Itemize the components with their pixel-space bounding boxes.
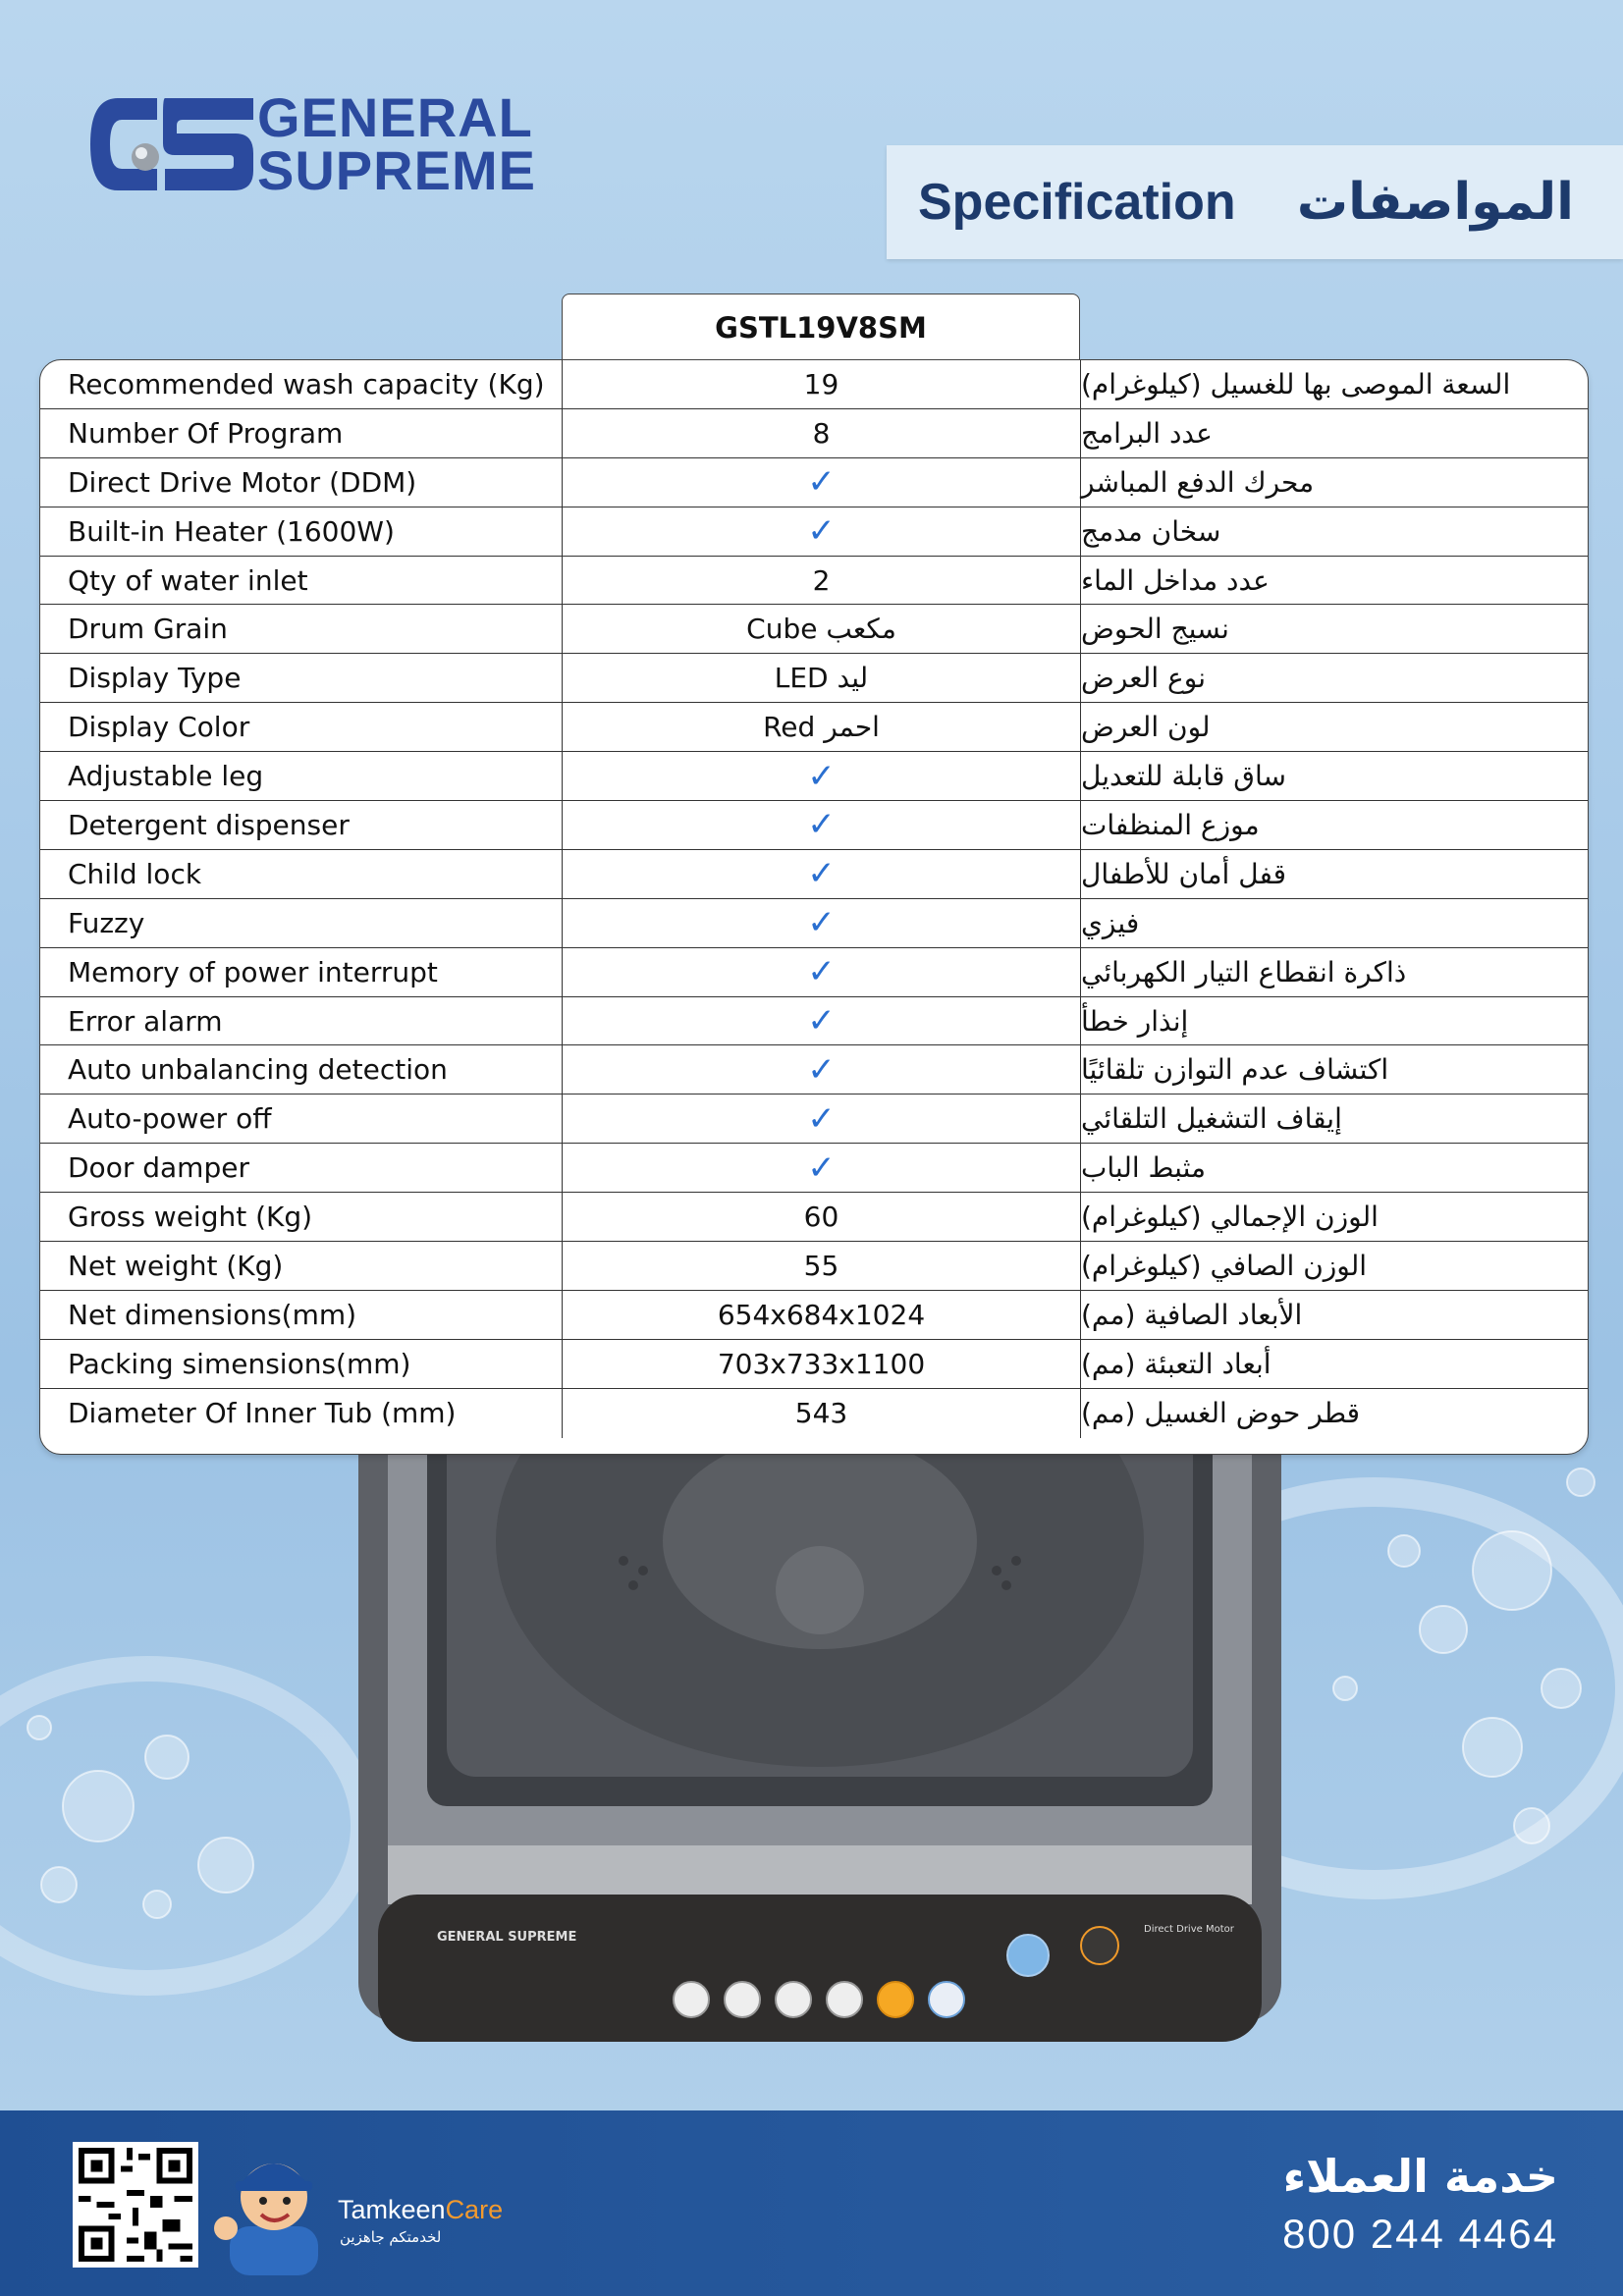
brand-line1: GENERAL — [257, 86, 533, 148]
spec-label-en: Drum Grain — [40, 605, 563, 653]
table-row — [40, 801, 1588, 850]
spec-label-en: Gross weight (Kg) — [40, 1193, 563, 1241]
table-row — [40, 458, 1588, 507]
spec-label-ar: الوزن الصافي (كيلوغرام) — [1081, 1249, 1368, 1282]
spec-label-en: Display Type — [40, 654, 563, 702]
spec-label-en: Child lock — [40, 850, 563, 898]
spec-label-ar: سخان مدمج — [1081, 514, 1221, 548]
panel-buttons — [673, 1981, 965, 2018]
motor-badge: Direct Drive Motor — [1144, 1924, 1234, 1935]
service-mascot-icon — [210, 2138, 338, 2275]
spec-label-ar: إيقاف التشغيل التلقائي — [1081, 1102, 1342, 1136]
spec-value: Cube مكعب — [563, 605, 1081, 653]
check-icon: ✓ — [563, 458, 1081, 507]
spec-label-en: Door damper — [40, 1144, 563, 1192]
check-icon: ✓ — [563, 1144, 1081, 1192]
spec-label-en: Fuzzy — [40, 899, 563, 947]
spec-label-ar: إنذار خطأ — [1081, 1004, 1189, 1038]
table-row — [40, 360, 1588, 409]
start-pause-button[interactable] — [1006, 1934, 1050, 1977]
table-row — [40, 1095, 1588, 1144]
spec-label-ar: نسيج الحوض — [1081, 613, 1229, 646]
check-icon: ✓ — [563, 507, 1081, 556]
table-row — [40, 409, 1588, 458]
panel-brand: GENERAL SUPREME — [437, 1930, 577, 1945]
care-name: Care — [445, 2195, 504, 2224]
spec-label-ar: الأبعاد الصافية (مم) — [1081, 1298, 1303, 1331]
spec-value: 2 — [563, 557, 1081, 605]
table-row — [40, 654, 1588, 703]
spec-value: 703x733x1100 — [563, 1340, 1081, 1388]
check-icon: ✓ — [563, 997, 1081, 1045]
spec-label-ar: السعة الموصى بها للغسيل (كيلوغرام) — [1081, 367, 1511, 400]
spec-label-en: Packing simensions(mm) — [40, 1340, 563, 1388]
tamkeen-tagline: لخدمتكم جاهزين — [340, 2228, 442, 2246]
spec-label-ar: محرك الدفع المباشر — [1081, 465, 1315, 499]
spec-label-en: Memory of power interrupt — [40, 948, 563, 996]
table-row — [40, 605, 1588, 654]
spec-label-ar: لون العرض — [1081, 711, 1211, 744]
spec-label-ar: مثبط الباب — [1081, 1151, 1207, 1185]
spec-label-en: Auto-power off — [40, 1095, 563, 1143]
spec-label-ar: عدد مداخل الماء — [1081, 563, 1270, 597]
spec-label-ar: اكتشاف عدم التوازن تلقائيًا — [1081, 1053, 1389, 1087]
table-row — [40, 1193, 1588, 1242]
table-row — [40, 703, 1588, 752]
spec-label-en: Net weight (Kg) — [40, 1242, 563, 1290]
self-care-button[interactable] — [928, 1981, 965, 2018]
table-row — [40, 1340, 1588, 1389]
spec-value: Red احمر — [563, 703, 1081, 751]
table-row — [40, 948, 1588, 997]
spec-label-en: Recommended wash capacity (Kg) — [40, 360, 563, 408]
check-icon: ✓ — [563, 801, 1081, 849]
spec-label-en: Number Of Program — [40, 409, 563, 457]
spec-value: 60 — [563, 1193, 1081, 1241]
check-icon: ✓ — [563, 850, 1081, 898]
check-icon: ✓ — [563, 899, 1081, 947]
table-row — [40, 507, 1588, 557]
table-row — [40, 1144, 1588, 1193]
spec-label-ar: أبعاد التعبئة (مم) — [1081, 1347, 1271, 1380]
tamkeen-name: Tamkeen — [338, 2195, 446, 2224]
spec-label-en: Adjustable leg — [40, 752, 563, 800]
steam-program-button[interactable] — [877, 1981, 914, 2018]
table-row — [40, 899, 1588, 948]
table-row — [40, 752, 1588, 801]
spec-label-en: Auto unbalancing detection — [40, 1045, 563, 1094]
spec-label-ar: نوع العرض — [1081, 662, 1206, 695]
qr-code-icon[interactable] — [73, 2142, 198, 2268]
spec-label-en: Diameter Of Inner Tub (mm) — [40, 1389, 563, 1438]
control-panel — [378, 1895, 1262, 2042]
brand-line2: SUPREME — [257, 139, 536, 201]
spec-value: LED ليد — [563, 654, 1081, 702]
spec-label-en: Error alarm — [40, 997, 563, 1045]
spec-label-en: Built-in Heater (1600W) — [40, 507, 563, 556]
spec-label-ar: الوزن الإجمالي (كيلوغرام) — [1081, 1201, 1379, 1234]
tamkeen-care-label — [338, 2195, 503, 2225]
spec-value: 19 — [563, 360, 1081, 408]
specification-title-en: Specification — [918, 174, 1236, 231]
spec-label-en: Net dimensions(mm) — [40, 1291, 563, 1339]
brand-name — [255, 86, 536, 201]
spec-label-ar: ساق قابلة للتعديل — [1081, 760, 1286, 793]
table-row — [40, 1389, 1588, 1438]
specification-header — [887, 145, 1623, 259]
spec-label-ar: عدد البرامج — [1081, 416, 1213, 450]
spec-label-en: Display Color — [40, 703, 563, 751]
specification-title-ar: المواصفات — [1296, 173, 1574, 232]
table-row — [40, 1242, 1588, 1291]
spec-label-en: Detergent dispenser — [40, 801, 563, 849]
spec-label-ar: فيزي — [1081, 906, 1140, 939]
check-icon: ✓ — [563, 1095, 1081, 1143]
check-icon: ✓ — [563, 948, 1081, 996]
specification-table — [39, 359, 1589, 1455]
spec-label-ar: موزع المنظفات — [1081, 808, 1260, 841]
fcs-button[interactable] — [724, 1981, 761, 2018]
check-icon: ✓ — [563, 1045, 1081, 1094]
check-icon: ✓ — [563, 752, 1081, 800]
function-button[interactable] — [826, 1981, 863, 2018]
table-row — [40, 850, 1588, 899]
spec-label-ar: قطر حوض الغسيل (مم) — [1081, 1397, 1361, 1430]
customer-service-label: خدمة العملاء — [1282, 2150, 1558, 2203]
spec-value: 55 — [563, 1242, 1081, 1290]
table-row — [40, 1045, 1588, 1095]
temp-button[interactable] — [673, 1981, 710, 2018]
power-button[interactable] — [1080, 1926, 1119, 1965]
brand-logo — [88, 86, 536, 201]
spec-value: 543 — [563, 1389, 1081, 1438]
spec-label-en: Direct Drive Motor (DDM) — [40, 458, 563, 507]
spec-label-ar: ذاكرة انقطاع التيار الكهربائي — [1081, 955, 1407, 988]
customer-service-phone[interactable]: 800 244 4464 — [1282, 2211, 1558, 2257]
spec-label-ar: قفل أمان للأطفال — [1081, 857, 1286, 890]
gs-logo-icon — [88, 90, 255, 198]
footer-bar — [0, 2110, 1623, 2296]
spec-value: 8 — [563, 409, 1081, 457]
model-number: GSTL19V8SM — [562, 294, 1080, 361]
table-row — [40, 997, 1588, 1046]
table-row — [40, 557, 1588, 606]
table-row — [40, 1291, 1588, 1340]
water-level-button[interactable] — [775, 1981, 812, 2018]
spec-value: 654x684x1024 — [563, 1291, 1081, 1339]
spec-label-en: Qty of water inlet — [40, 557, 563, 605]
